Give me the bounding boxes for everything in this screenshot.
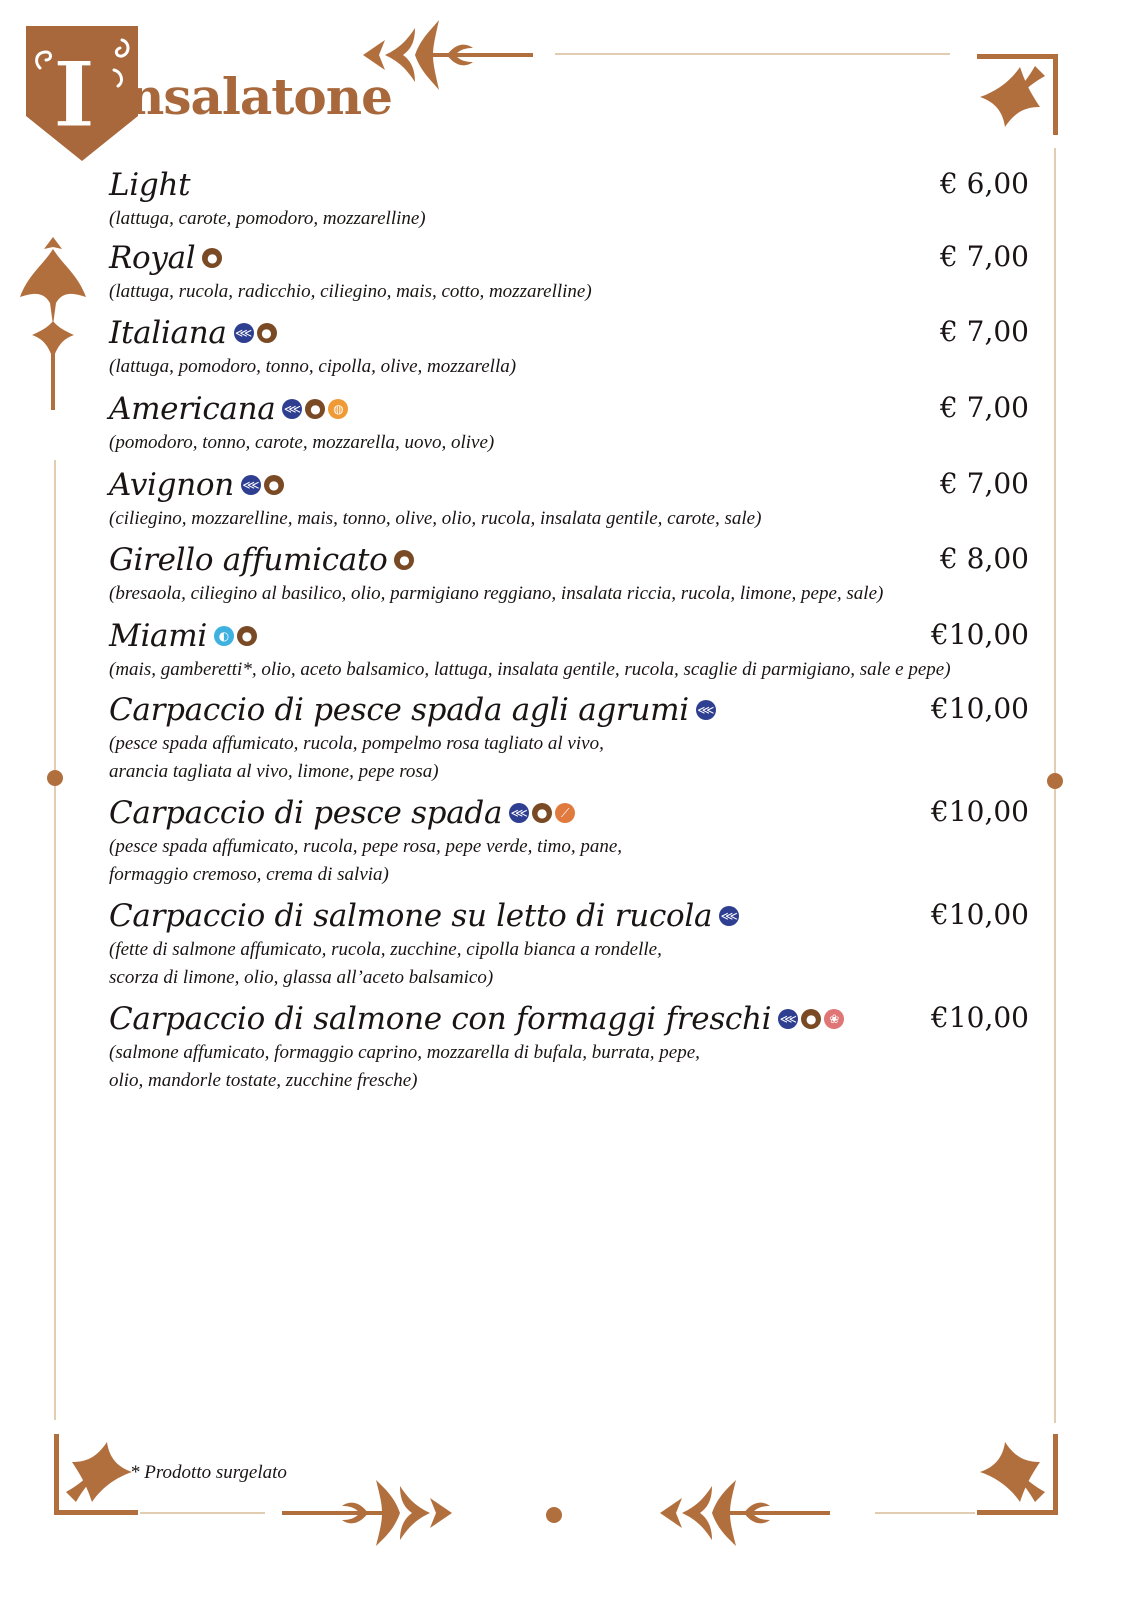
menu-item-description: (salmone affumicato, formaggio caprino, mozzarella di bufala, burrata, pepe, (109, 1042, 700, 1063)
menu-item-description: (ciliegino, mozzarelline, mais, tonno, olive, olio, rucola, insalata gentile, carote, sale) (109, 508, 762, 529)
frame-dot-bottom (546, 1507, 562, 1523)
menu-item-header (109, 389, 1029, 429)
menu-item (109, 165, 1029, 233)
egg-icon: ● (257, 323, 277, 343)
allergen-icons (778, 1009, 844, 1029)
allergen-icons (202, 248, 222, 268)
frame-dot-left (47, 770, 63, 786)
allergen-icons (509, 803, 575, 823)
menu-item-description: arancia tagliata al vivo, limone, pepe rosa) (109, 761, 439, 782)
menu-item-name: Miami (109, 618, 207, 654)
frame-top-line (555, 53, 950, 55)
menu-item-description: (lattuga, carote, pomodoro, mozzarelline) (109, 208, 426, 229)
left-side-ornament (18, 235, 88, 415)
egg-icon: ● (394, 550, 414, 570)
menu-item-description: (pomodoro, tonno, carote, mozzarella, uovo, olive) (109, 432, 495, 453)
menu-item-price: € 7,00 (939, 315, 1029, 348)
menu-item-name: Light (109, 167, 191, 203)
frame-left-line (54, 460, 56, 1420)
nut-icon: ❀ (824, 1009, 844, 1029)
menu-item-name: Carpaccio di salmone con formaggi freschi (109, 1001, 772, 1037)
menu-item (109, 896, 1029, 992)
menu-item-header (109, 999, 1029, 1039)
menu-item-header (109, 540, 1029, 580)
menu-item-header (109, 793, 1029, 833)
menu-item (109, 793, 1029, 889)
menu-item-price: € 6,00 (939, 167, 1029, 200)
menu-item-name: Avignon (109, 467, 234, 503)
fish-icon: ⋘ (234, 323, 254, 343)
menu-item-description: (pesce spada affumicato, rucola, pepe rosa, pepe verde, timo, pane, (109, 836, 623, 857)
menu-item-price: € 7,00 (939, 240, 1029, 273)
fish-icon: ⋘ (241, 475, 261, 495)
top-right-corner-ornament (975, 52, 1060, 137)
frame-bottom-line-left (140, 1512, 265, 1514)
menu-item-price: €10,00 (931, 692, 1029, 725)
menu-item-header (109, 896, 1029, 936)
bottom-left-flourish-ornament (280, 1478, 460, 1548)
menu-item-price: € 7,00 (939, 391, 1029, 424)
allergen-icons (696, 700, 716, 720)
bottom-left-corner-ornament (52, 1432, 140, 1517)
menu-item-name: Carpaccio di pesce spada (109, 795, 503, 831)
menu-item-price: €10,00 (931, 898, 1029, 931)
fish-icon: ⋘ (778, 1009, 798, 1029)
allergen-icons (394, 550, 414, 570)
menu-item-description: scorza di limone, olio, glassa all’aceto balsamico) (109, 967, 494, 988)
menu-item-description: (lattuga, pomodoro, tonno, cipolla, olive, mozzarella) (109, 356, 517, 377)
frame-dot-right (1047, 773, 1063, 789)
menu-item-description: (bresaola, ciliegino al basilico, olio, parmigiano reggiano, insalata riccia, rucola, limone, pepe, sale) (109, 583, 884, 604)
fish-icon: ⋘ (282, 399, 302, 419)
menu-item-price: € 7,00 (939, 467, 1029, 500)
egg-icon: ● (305, 399, 325, 419)
menu-item-header (109, 238, 1029, 278)
menu-item (109, 690, 1029, 786)
menu-item-header (109, 690, 1029, 730)
footnote: * Prodotto surgelato (130, 1462, 287, 1483)
allergen-icons (282, 399, 348, 419)
menu-item-header (109, 165, 1029, 205)
egg-icon: ● (202, 248, 222, 268)
menu-item-header (109, 616, 1029, 656)
menu-item-description: (pesce spada affumicato, rucola, pompelmo rosa tagliato al vivo, (109, 733, 604, 754)
egg-icon: ● (532, 803, 552, 823)
allergen-icons (214, 626, 257, 646)
menu-item (109, 465, 1029, 533)
allergen-icons (234, 323, 277, 343)
milk-icon: ◍ (328, 399, 348, 419)
menu-item (109, 999, 1029, 1095)
menu-item-name: Girello affumicato (109, 542, 388, 578)
menu-item-description: (fette di salmone affumicato, rucola, zucchine, cipolla bianca a rondelle, (109, 939, 662, 960)
menu-item-name: Carpaccio di pesce spada agli agrumi (109, 692, 689, 728)
egg-icon: ● (264, 475, 284, 495)
menu-item-price: €10,00 (931, 618, 1029, 651)
menu-item (109, 238, 1029, 306)
section-title: nsalatone (128, 67, 392, 126)
menu-item-price: €10,00 (931, 1001, 1029, 1034)
crustacean-icon: ◐ (214, 626, 234, 646)
bottom-right-flourish-ornament (652, 1478, 832, 1548)
menu-item (109, 616, 1029, 684)
gluten-icon: ⟋ (555, 803, 575, 823)
menu-item-price: € 8,00 (939, 542, 1029, 575)
menu-item-name: Americana (109, 391, 276, 427)
menu-item (109, 389, 1029, 457)
title-crest (26, 26, 141, 161)
title-initial: I (52, 42, 96, 148)
menu-item-description: (lattuga, rucola, radicchio, ciliegino, mais, cotto, mozzarelline) (109, 281, 592, 302)
menu-item-price: €10,00 (931, 795, 1029, 828)
allergen-icons (241, 475, 284, 495)
menu-item-name: Italiana (109, 315, 227, 351)
egg-icon: ● (237, 626, 257, 646)
fish-icon: ⋘ (509, 803, 529, 823)
menu-item (109, 540, 1029, 608)
menu-item-name: Carpaccio di salmone su letto di rucola (109, 898, 713, 934)
fish-icon: ⋘ (719, 906, 739, 926)
menu-item (109, 313, 1029, 381)
egg-icon: ● (801, 1009, 821, 1029)
menu-item-header (109, 465, 1029, 505)
allergen-icons (719, 906, 739, 926)
menu-item-description: olio, mandorle tostate, zucchine fresche) (109, 1070, 418, 1091)
menu-item-description: formaggio cremoso, crema di salvia) (109, 864, 389, 885)
frame-bottom-line-right (875, 1512, 975, 1514)
menu-item-description: (mais, gamberetti*, olio, aceto balsamico, lattuga, insalata gentile, rucola, scaglie di parmigiano, sale e pepe) (109, 659, 951, 680)
bottom-right-corner-ornament (975, 1432, 1060, 1517)
fish-icon: ⋘ (696, 700, 716, 720)
menu-item-header (109, 313, 1029, 353)
menu-item-name: Royal (109, 240, 196, 276)
